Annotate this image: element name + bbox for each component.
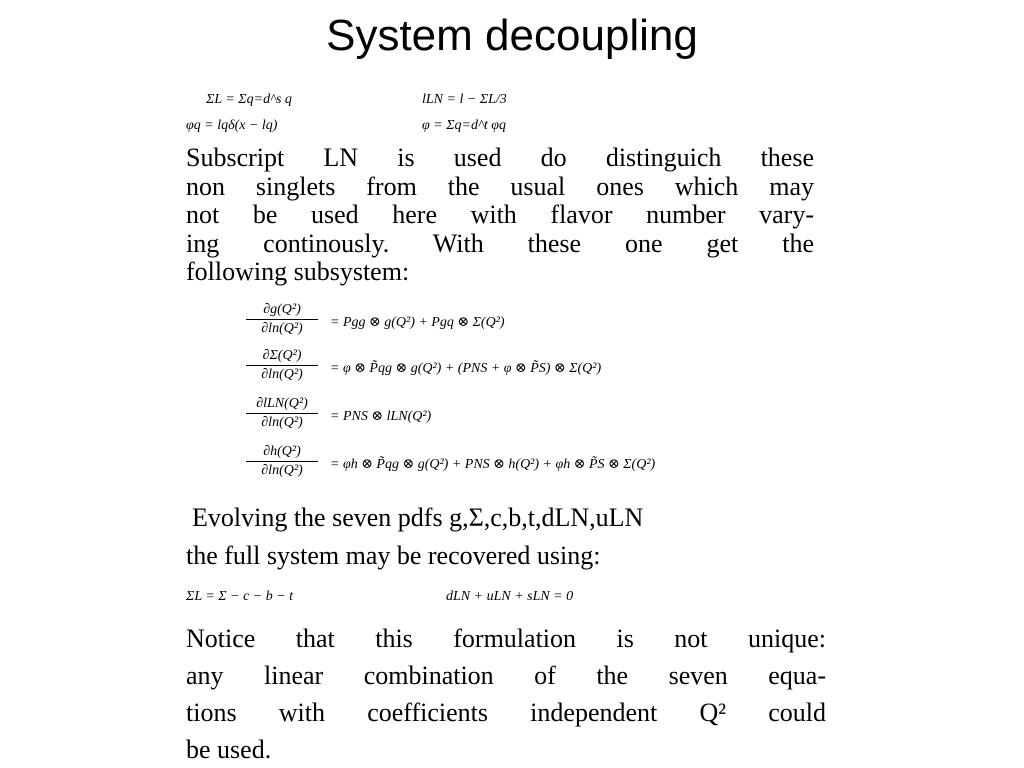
paragraph-line: non singlets from the usual ones which may [186,171,814,201]
sigma-l-relation: ΣL = Σ − c − b − t [186,589,294,604]
fraction-denominator: ∂ln(Q²) [261,367,303,382]
paragraph-line: not be used here with flavor number vary- [186,200,814,229]
equation-rhs: = φ ⊗ P̃qg ⊗ g(Q²) + (PNS + φ ⊗ P̃S) ⊗ Σ(Q²) [330,361,602,376]
sigma-l-definition: ΣL = Σq=d^s q [206,92,292,107]
equation-row-h [0,444,1024,492]
fraction-numerator: ∂lLN(Q²) [246,396,318,414]
equation-rhs: = Pgg ⊗ g(Q²) + Pgq ⊗ Σ(Q²) [330,315,505,330]
paragraph-line: tions with coefficients independent Q² could [186,698,826,727]
evolving-line: Evolving the seven pdfs g,Σ,c,b,t,dLN,uLN [192,503,644,532]
fraction [246,348,318,383]
equation-rhs: = PNS ⊗ lLN(Q²) [330,409,432,424]
fraction-denominator: ∂ln(Q²) [261,463,303,478]
ln-sum-relation: dLN + uLN + sLN = 0 [446,589,574,604]
equation-row-gluon [0,302,1024,350]
equation-row-sigma [0,348,1024,396]
l-ln-definition: lLN = l − ΣL/3 [422,92,507,107]
paragraph-line: Subscript LN is used do distinguich these [186,143,814,172]
fraction [246,302,318,337]
phi-definition: φ = Σq=d^t φq [422,118,506,133]
fraction-numerator: ∂g(Q²) [246,302,318,320]
paragraph-line: following subsystem: [186,257,410,286]
phi-q-definition: φq = lqδ(x − lq) [186,118,278,133]
fraction-numerator: ∂h(Q²) [246,444,318,462]
equation-row-lln [0,396,1024,444]
paragraph-line: ing continously. With these one get the [186,228,814,258]
paragraph-subscript-explanation [186,144,814,287]
slide-title: System decoupling [326,11,698,60]
recovered-line: the full system may be recovered using: [186,541,601,570]
fraction [246,444,318,479]
equation-rhs: = φh ⊗ P̃qg ⊗ g(Q²) + PNS ⊗ h(Q²) + φh ⊗ P̃S ⊗ Σ(Q²) [330,457,656,472]
paragraph-line: any linear combination of the seven equa- [186,661,826,690]
paragraph-line: be used. [186,735,272,764]
fraction-denominator: ∂ln(Q²) [261,321,303,336]
fraction-numerator: ∂Σ(Q²) [246,348,318,366]
fraction [246,396,318,431]
paragraph-line: Notice that this formulation is not unique: [186,624,826,653]
fraction-denominator: ∂ln(Q²) [261,415,303,430]
paragraph-notice [186,620,826,768]
